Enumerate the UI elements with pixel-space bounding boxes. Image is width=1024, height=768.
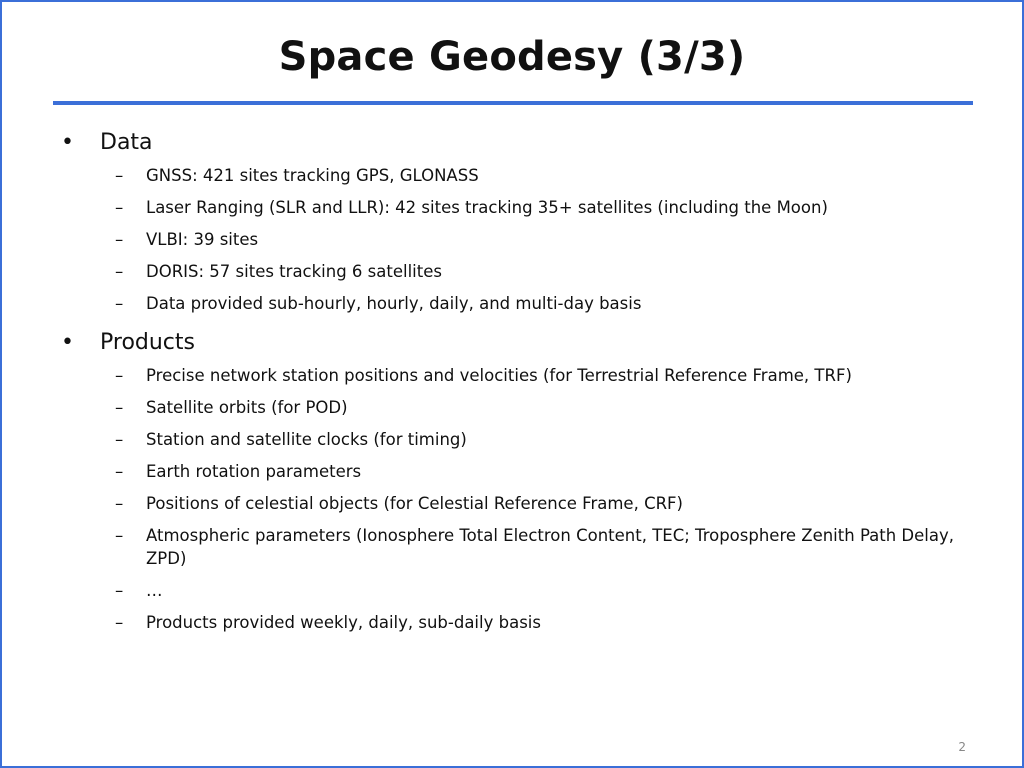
dash-icon: – [115, 462, 124, 481]
dash-icon: – [115, 198, 124, 217]
list-item-text: … [146, 581, 163, 600]
list-item [2, 396, 1022, 419]
list-item [2, 611, 1022, 634]
dash-icon: – [115, 366, 124, 385]
list-item [2, 524, 1022, 570]
list-item-text: Earth rotation parameters [146, 462, 362, 481]
list-item [2, 292, 1022, 315]
list-item [2, 196, 1022, 219]
dash-icon: – [115, 262, 124, 281]
list-item-text: Station and satellite clocks (for timing) [146, 430, 467, 449]
list-item [2, 492, 1022, 515]
list-item-text: Products provided weekly, daily, sub-daily basis [146, 613, 541, 632]
dash-icon: – [115, 430, 124, 449]
dash-icon: – [115, 230, 124, 249]
list-item [2, 164, 1022, 187]
list-item [2, 228, 1022, 251]
slide-title: Space Geodesy (3/3) [278, 34, 746, 80]
page-number: 2 [958, 740, 966, 754]
list-item-text: VLBI: 39 sites [146, 230, 259, 249]
list-item [2, 428, 1022, 451]
list-item-text: GNSS: 421 sites tracking GPS, GLONASS [146, 166, 479, 185]
list-item [2, 579, 1022, 602]
list-item [2, 364, 1022, 387]
section-heading: Data [100, 130, 153, 155]
section-heading: Products [100, 330, 195, 355]
dash-icon: – [115, 613, 124, 632]
dash-icon: – [115, 526, 124, 545]
dash-icon: – [115, 166, 124, 185]
list-item-text: Positions of celestial objects (for Celestial Reference Frame, CRF) [146, 494, 683, 513]
list-item-text: DORIS: 57 sites tracking 6 satellites [146, 262, 442, 281]
list-item-text: Laser Ranging (SLR and LLR): 42 sites tracking 35+ satellites (including the Moon) [146, 198, 828, 217]
dash-icon: – [115, 398, 124, 417]
list-item [2, 260, 1022, 283]
slide-content [2, 128, 1022, 643]
list-item-text: Satellite orbits (for POD) [146, 398, 348, 417]
bullet-dot-icon: • [61, 330, 74, 355]
bullet-data [2, 128, 1022, 158]
dash-icon: – [115, 581, 124, 600]
bullet-products [2, 328, 1022, 358]
title-underline [53, 101, 973, 105]
list-item-text: Data provided sub-hourly, hourly, daily, and multi-day basis [146, 294, 642, 313]
list-item-text: Precise network station positions and velocities (for Terrestrial Reference Frame, TRF) [146, 366, 852, 385]
dash-icon: – [115, 494, 124, 513]
bullet-dot-icon: • [61, 130, 74, 155]
list-item [2, 460, 1022, 483]
list-item-text: Atmospheric parameters (Ionosphere Total Electron Content, TEC; Troposphere Zenith Path Delay, ZPD) [146, 526, 954, 568]
dash-icon: – [115, 294, 124, 313]
